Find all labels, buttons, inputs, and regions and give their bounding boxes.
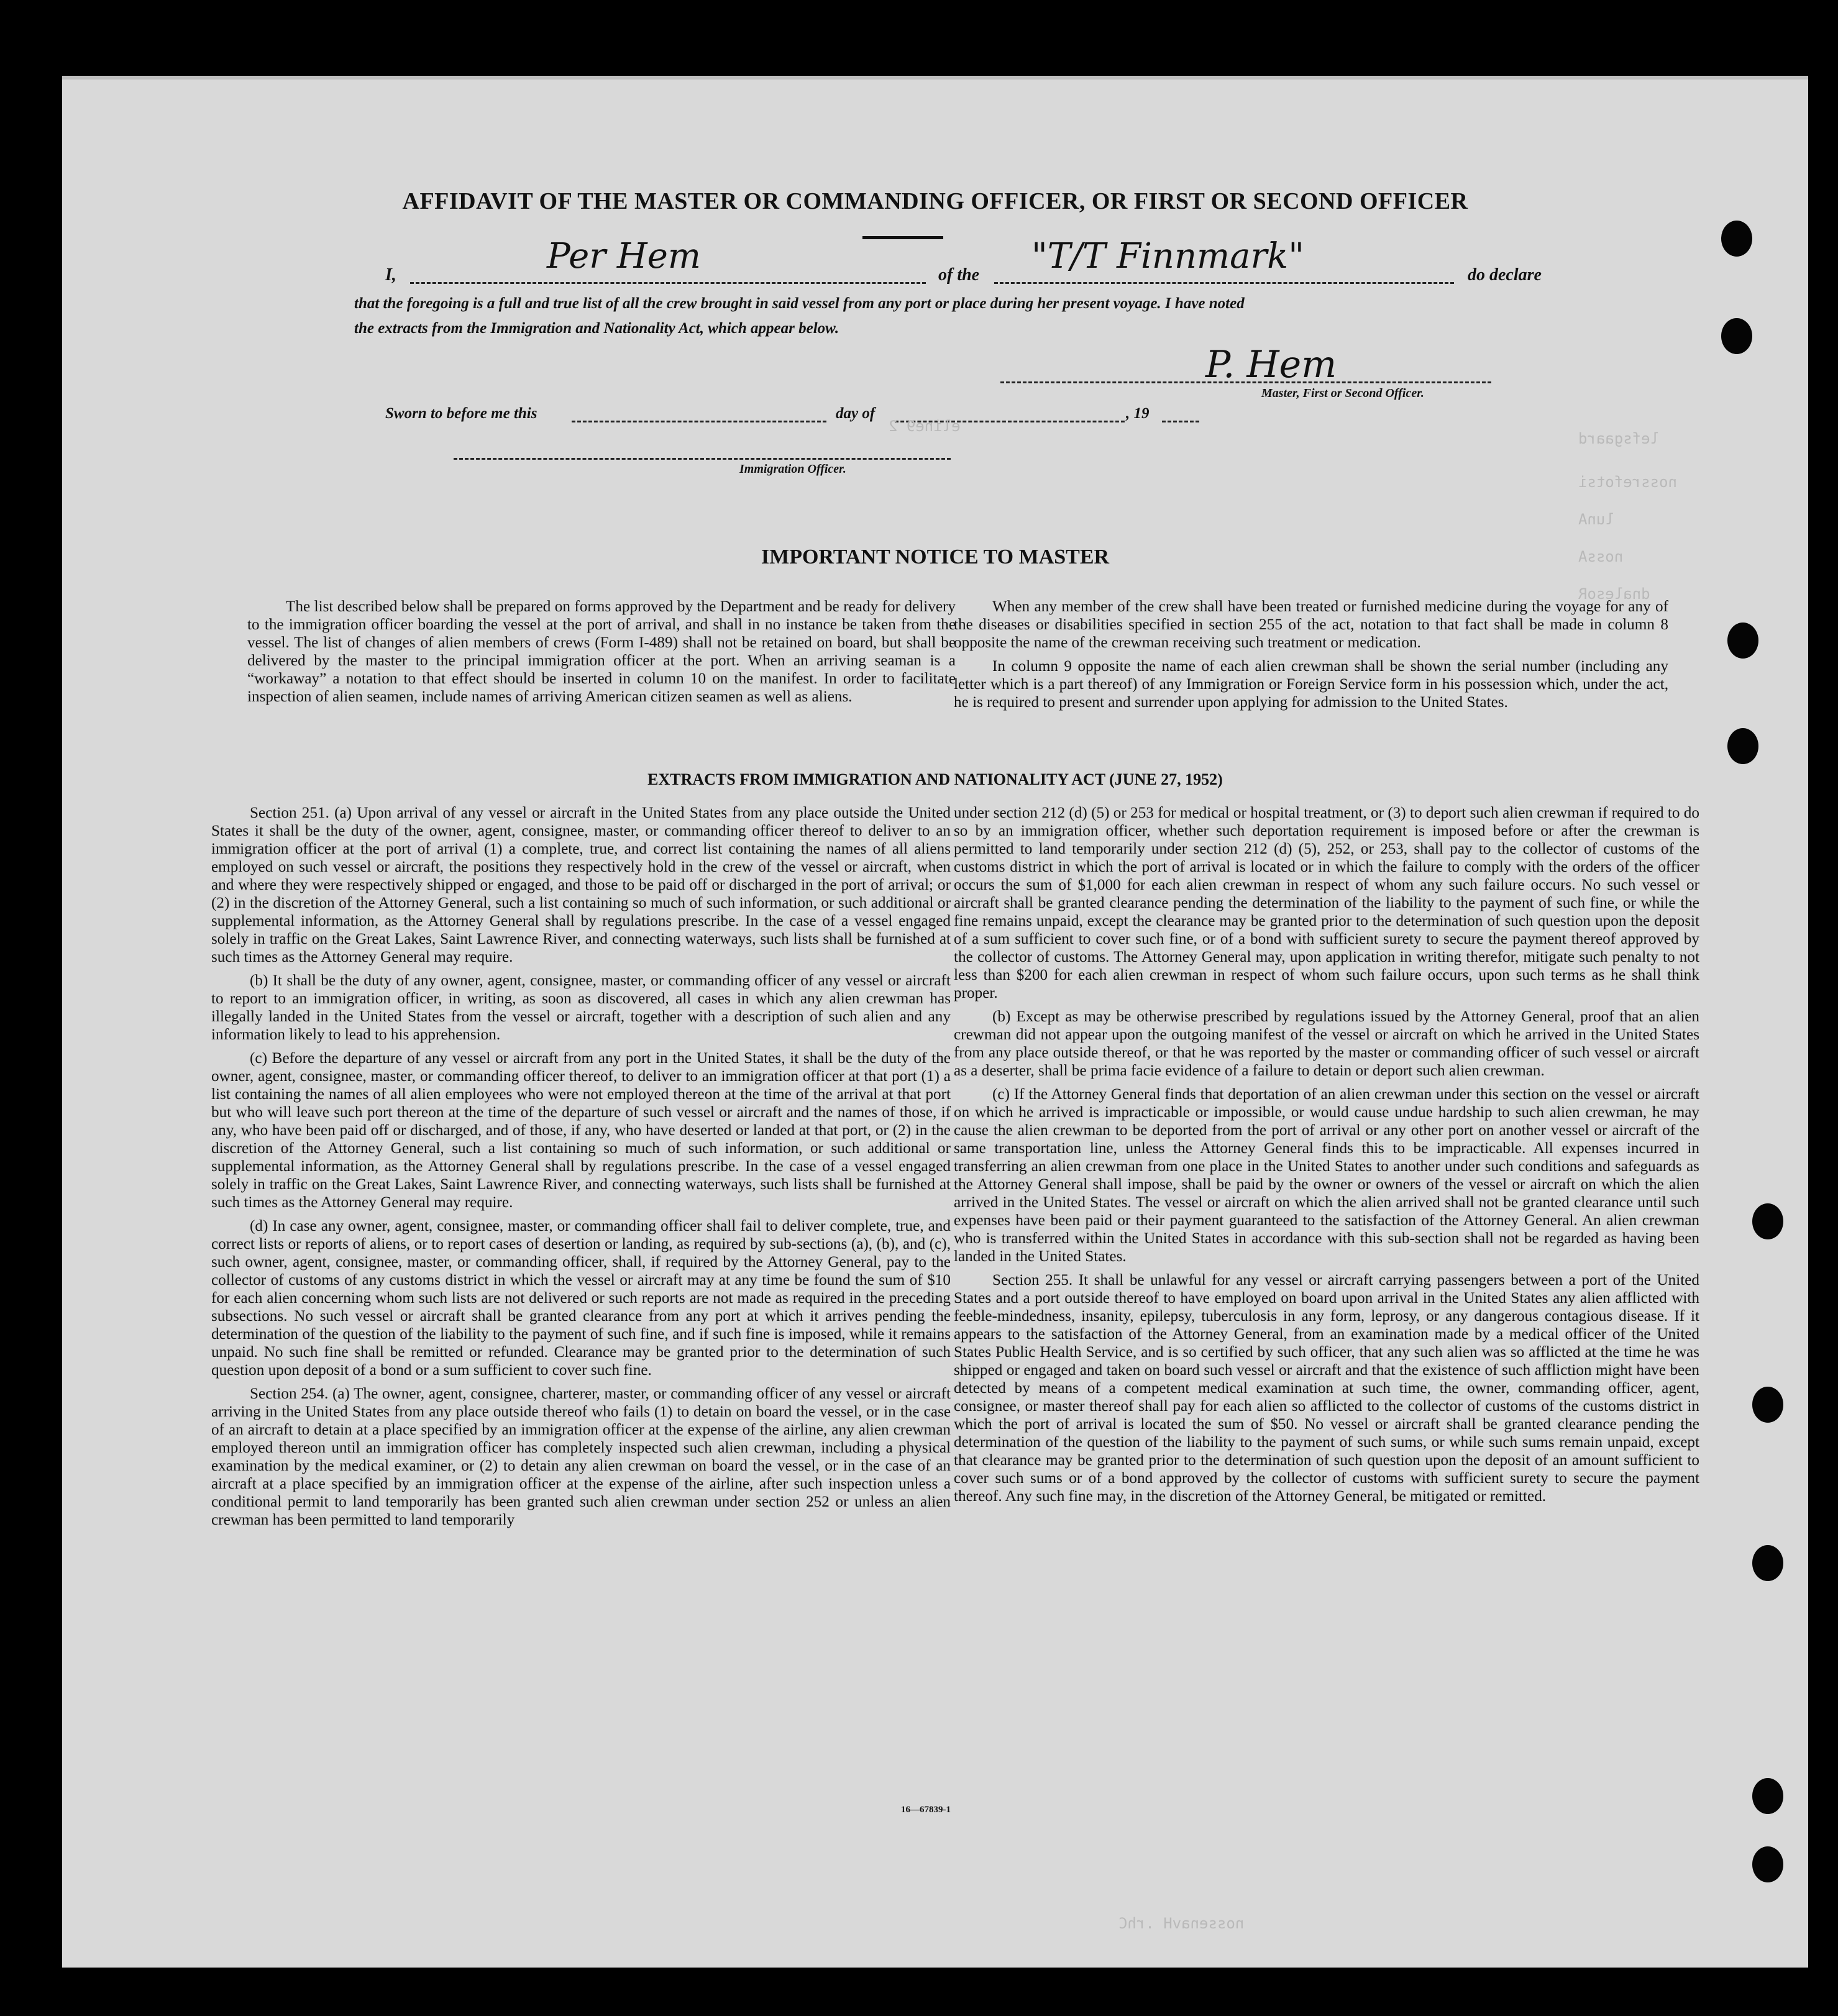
affidavit-title: AFFIDAVIT OF THE MASTER OR COMMANDING OFFICER, OR FIRST OR SECOND OFFICER: [402, 188, 1468, 214]
binder-hole: [1752, 1778, 1783, 1814]
document-page: [62, 76, 1808, 1968]
immigration-officer-caption: Immigration Officer.: [739, 462, 846, 476]
notice-left-column: [247, 598, 956, 711]
vessel-line: [994, 281, 1454, 284]
bleed-through-text: nossenavH .rhC: [1118, 1915, 1245, 1932]
binder-hole: [1721, 221, 1752, 257]
bleed-through-text: dnalesoR: [1578, 585, 1650, 603]
page-top-edge: [62, 76, 1808, 80]
bleed-through-text: lunA: [1578, 511, 1614, 528]
label-of-the: of the: [938, 265, 980, 285]
extract-paragraph: Section 255. It shall be unlawful for any vessel or aircraft carrying passengers between a port of the United States and a port outside thereof to have employed on board upon arrival in the United States any alien afflicted with feeble-mindedness, insanity, epilepsy, tuberculosis in any form, leprosy, or any dangerous contagious disease. If it appears to the satisfaction of the Attorney General, from an examination made by a medical officer of the United States Public Health Service, and is so certified by such officer, that any such alien was so afflicted at the time he was shipped or engaged and taken on board such vessel or aircraft and that the existence of such affliction might have been detected by means of a competent medical examination at such time, the owner, commanding officer, agent, consignee, or master thereof shall pay for each alien so afflicted to the collector of customs of the customs district in which the port of arrival is located the sum of $50. No vessel or aircraft shall be granted clearance pending the determination of the question of the liability to the payment of such sums, or while such sums remain unpaid, except that clearance may be granted prior to the determination of such question upon the deposit of an amount sufficient to cover such sums or of a bond approved by the collector of customs with sufficient surety to secure the payment thereof. Any such fine may, in the discretion of the Attorney General, be mitigated or remitted.: [954, 1272, 1699, 1505]
notice-right-paragraph: When any member of the crew shall have been treated or furnished medicine during the voyage for any of the diseases or disabilities specified in section 255 of the act, notation to that fact shall be made in column 8 opposite the name of the crewman receiving such treatment or medication.: [954, 598, 1668, 651]
binder-hole: [1752, 1203, 1783, 1239]
extract-paragraph: (c) If the Attorney General finds that deportation of an alien crewman under this section on the vessel or aircraft on which he arrived is impracticable or impossible, or would cause undue hardship to such alien crewman, he may cause the alien crewman to be deported from the port of arrival or any other port on another vessel or aircraft of the same transportation line, unless the Attorney General finds this to be impracticable. All expenses incurred in transferring an alien crewman from one place in the United States to another under such conditions and safeguards as the Attorney General shall impose, shall be paid by the owner or owners of the vessel or aircraft on which the alien arrived in the United States. The vessel or aircraft on which the alien arrived shall not be granted clearance until such expenses have been paid or their payment guaranteed to the satisfaction of the Attorney General. An alien crewman who is transferred within the United States in accordance with this sub-section shall not be regarded as having been landed in the United States.: [954, 1086, 1699, 1265]
sworn-day-line: [572, 419, 826, 422]
bleed-through-text: eline9 2: [889, 417, 961, 435]
notice-right-paragraph: In column 9 opposite the name of each alien crewman shall be shown the serial number (including any letter which is a part thereof) of any Immigration or Foreign Service form in his possession which, under the act, he is required to present and surrender upon applying for admission to the United States.: [954, 658, 1668, 711]
bleed-through-text: nossA: [1578, 548, 1624, 565]
year-line: [1162, 419, 1199, 422]
extract-paragraph: (b) It shall be the duty of any owner, agent, consignee, master, or commanding officer of any vessel or aircraft to report to an immigration officer, in writing, as soon as discovered, all cases in which any alien crewman has illegally landed in the United States from the vessel or aircraft, together with a description of such alien and any information likely to lead to his apprehension.: [211, 972, 951, 1043]
handwritten-signature: P. Hem: [1205, 343, 1337, 386]
extract-paragraph: under section 212 (d) (5) or 253 for medical or hospital treatment, or (3) to deport such alien crewman if required to do so by an immigration officer, whether such deportation requirement is imposed before or after the crewman is permitted to land temporarily under section 212 (d) (5), 252, or 253, shall pay to the collector of customs of the customs district in which the port of arrival is located or in which the failure to comply with the orders of the officer occurs the sum of $1,000 for each alien crewman in respect of whom any such failure occurs. No such vessel or aircraft shall be granted clearance pending the determination of the liability to the payment of such fine, or while the fine remains unpaid, except the clearance may be granted prior to the determination of such question upon the deposit of a sum sufficient to cover such fine, or of a bond with sufficient surety to secure the payment thereof approved by the collector of customs. The Attorney General may, upon application in writing therefor, mitigate such penalty to not less than $200 for each alien crewman in respect of whom such failure occurs, upon such terms as he shall think proper.: [954, 805, 1699, 1001]
label-i: I,: [385, 265, 396, 285]
extract-paragraph: (b) Except as may be otherwise prescribed by regulations issued by the Attorney General, proof that an alien crewman did not appear upon the outgoing manifest of the vessel or aircraft on which he arrived in the United States from any place outside thereof, or that he was reported by the master or commanding officer of such vessel or aircraft as a deserter, shall be prima facie evidence of a failure to detain or deport such alien crewman.: [954, 1008, 1699, 1079]
bleed-through-text: lefsgaard: [1578, 430, 1660, 447]
binder-hole: [1727, 728, 1758, 764]
binder-hole: [1752, 1387, 1783, 1423]
declaration-line-2: the extracts from the Immigration and Nationality Act, which appear below.: [354, 320, 839, 337]
label-do-declare: do declare: [1468, 265, 1542, 285]
notice-left-paragraph: The list described below shall be prepared on forms approved by the Department and be ready for delivery to the immigration officer boarding the vessel at the port of arrival, and shall in no instance be taken from the vessel. The list of changes of alien members of crews (Form I-489) shall not be retained on board, but shall be delivered by the master to the principal immigration officer at the port. When an arriving seaman is a “workaway” a notation to that effect should be inserted in column 10 on the manifest. In order to facilitate inspection of alien seamen, include names of arriving American citizen seamen as well as aliens.: [247, 598, 956, 705]
title-rule: [862, 236, 943, 239]
signature-caption: Master, First or Second Officer.: [1261, 386, 1424, 400]
extract-paragraph: Section 254. (a) The owner, agent, consignee, charterer, master, or commanding officer of any vessel or aircraft arriving in the United States from any place outside thereof who fails (1) to detain on board the vessel, or in the case of an aircraft to detain at a place specified by an immigration officer at the expense of the airline, any alien crewman employed thereon until an immigration officer has completely inspected such alien crewman, including a physical examination by the medical examiner, or (2) to detain any alien crewman on board the vessel, or in the case of an aircraft at a place specified by an immigration officer at the expense of the airline, after such inspection unless a conditional permit to land temporarily has been granted such alien crewman under section 252 or unless an alien crewman has been permitted to land temporarily: [211, 1385, 951, 1528]
year-label: , 19: [1126, 405, 1150, 422]
handwritten-name: Per Hem: [547, 236, 701, 276]
day-of-label: day of: [836, 405, 876, 422]
binder-hole: [1752, 1846, 1783, 1882]
extract-paragraph: Section 251. (a) Upon arrival of any vessel or aircraft in the United States from any place outside the United States it shall be the duty of the owner, agent, consignee, master, or commanding officer thereof to deliver to an immigration officer at the port of arrival (1) a complete, true, and correct list containing the names of all aliens employed on such vessel or aircraft, the positions they respectively hold in the crew of the vessel or aircraft, when and where they were respectively shipped or engaged, and those to be paid off or discharged in the port of arrival; or (2) in the discretion of the Attorney General, such a list containing so much of such information, or such additional or supplemental information, as the Attorney General shall by regulations prescribe. In the case of a vessel engaged solely in traffic on the Great Lakes, Saint Lawrence River, and connecting waterways, such lists shall be furnished at such times as the Attorney General may require.: [211, 805, 951, 965]
extract-paragraph: (c) Before the departure of any vessel or aircraft from any port in the United States, it shall be the duty of the owner, agent, consignee, master, or commanding officer thereof, to deliver to an immigration officer at that port (1) a list containing the names of all alien employees who were not employed thereon at the time of the arrival at that port but who will leave such port thereon at the time of the departure of such vessel or aircraft and the names of those, if any, who have been paid off or discharged, and of those, if any, who have deserted or landed at that port, or (2) in the discretion of the Attorney General, such a list containing so much of such information, or such additional or supplemental information, as the Attorney General shall by regulations prescribe. In the case of a vessel engaged solely in traffic on the Great Lakes, Saint Lawrence River, and connecting waterways, such lists shall be furnished at such times as the Attorney General may require.: [211, 1050, 951, 1211]
extract-paragraph: (d) In case any owner, agent, consignee, master, or commanding officer shall fail to deliver complete, true, and correct lists or reports of aliens, or to report cases of desertion or landing, as required by sub-sections (a), (b), and (c), such owner, agent, consignee, master, or commanding officer, shall, if required by the Attorney General, pay to the collector of customs of any customs district in which the vessel or aircraft may at any time be found the sum of $10 for each alien concerning whom such lists are not delivered or such reports are not made as required in the preceding subsections. No such vessel or aircraft shall be granted clearance from any port at which it arrives pending the determination of the question of the liability to the payment of such fine, and if such fine is imposed, while it remains unpaid. No such fine shall be remitted or refunded. Clearance may be granted prior to the determination of such question upon deposit of a bond or a sum sufficient to cover such fine.: [211, 1218, 951, 1379]
sworn-label: Sworn to before me this: [385, 405, 537, 422]
binder-hole: [1727, 623, 1758, 659]
extracts-title: EXTRACTS FROM IMMIGRATION AND NATIONALITY ACT (JUNE 27, 1952): [647, 770, 1223, 788]
extracts-right-column: [954, 804, 1699, 1511]
notice-right-column: [954, 598, 1668, 717]
extracts-left-column: [211, 804, 951, 1535]
notice-title: IMPORTANT NOTICE TO MASTER: [761, 545, 1110, 568]
binder-hole: [1752, 1545, 1783, 1581]
binder-hole: [1721, 318, 1752, 354]
signature-line: [1000, 380, 1491, 383]
form-number: 16—67839-1: [901, 1805, 951, 1815]
handwritten-vessel: "T/T Finnmark": [1031, 236, 1304, 276]
immigration-officer-line: [454, 457, 951, 460]
declaration-line-1: that the foregoing is a full and true list of all the crew brought in said vessel from any port or place during her present voyage. I have noted: [354, 295, 1245, 312]
name-line: [410, 281, 926, 284]
bleed-through-text: nossrefotsi: [1578, 473, 1677, 491]
